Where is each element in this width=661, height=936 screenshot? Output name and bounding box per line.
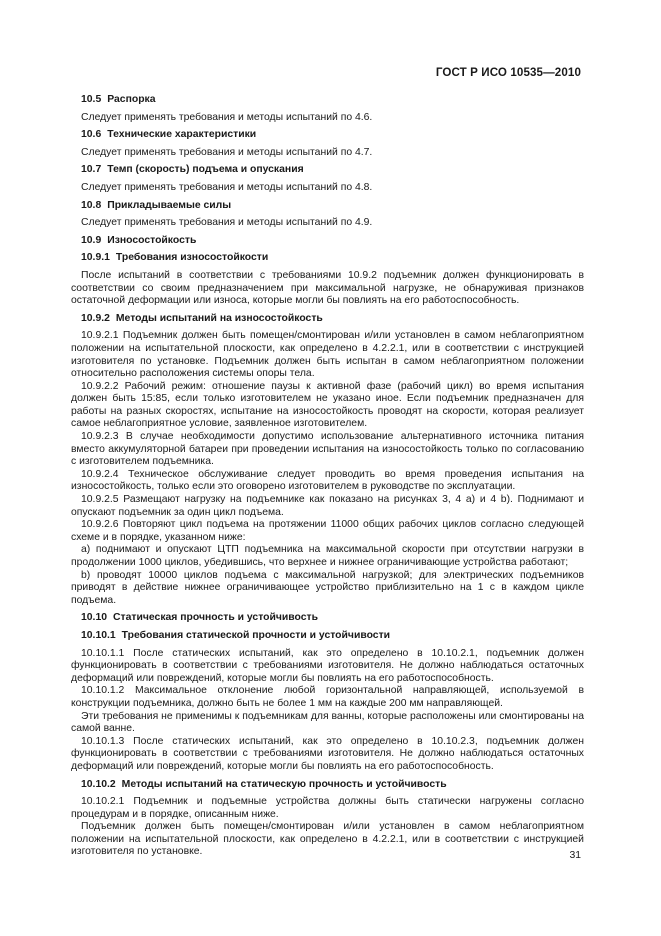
section-heading: 10.6 Технические характеристики (81, 129, 257, 141)
section-heading: 10.10 Статическая прочность и устойчивость (81, 612, 319, 624)
section-heading: 10.5 Распорка (81, 94, 156, 105)
section-heading: 10.8 Прикладываемые силы (81, 199, 232, 211)
section-heading: 10.7 Темп (скорость) подъема и опускания (81, 164, 304, 176)
paragraph: 10.9.2.4 Техническое обслуживание следует проводить во время проведения испытания на износостойкость, только если это оговорено изготовителем в руководстве по эксплуатации. (71, 468, 584, 493)
section-heading: 10.9 Износостойкость (81, 234, 197, 246)
subsection-heading: 10.10.2 Методы испытаний на статическую прочность и устойчивость (81, 778, 447, 790)
paragraph: Следует применять требования и методы испытаний по 4.8. (81, 181, 373, 193)
paragraph: 10.10.2.1 Подъемник и подъемные устройства должны быть статически нагружены согласно процедурам и в порядке, описанным ниже. (71, 796, 584, 820)
paragraph: 10.9.2.1 Подъемник должен быть помещен/смонтирован и/или установлен в самом неблагоприятном положении на испытательной плоскости, как определено в 4.2.2.1, или в соответствии с инструкцией изготовителя по установке. Подъемник должен быть испытан в самом неблагоприятном положении относительно расположения системы опоры тела. (71, 330, 584, 380)
subsection-heading: 10.10.1 Требования статической прочности и устойчивости (81, 629, 391, 641)
page-number: 31 (569, 850, 581, 861)
paragraph: 10.9.2.3 В случае необходимости допустимо использование альтернативного источника питания вместо аккумуляторной батареи при проведении испытания на износостойкость только по согласованию с изготовителем подъемника. (71, 431, 584, 468)
standard-header: ГОСТ Р ИСО 10535—2010 (435, 66, 581, 79)
paragraph: 10.9.2.5 Размещают нагрузку на подъемнике как показано на рисунках 3, 4 а) и 4 b). Поднимают и опускают подъемник за один цикл подъема. (71, 494, 584, 518)
paragraph: После испытаний в соответствии с требованиями 10.9.2 подъемник должен функционировать в соответствии со своим предназначением при максимальной нагрузке, не обнаруживая признаков остаточной деформации или износа, которые могли бы повлиять на его работоспособность. (71, 269, 584, 307)
paragraph: Подъемник должен быть помещен/смонтирован и/или установлен в самом неблагоприятном положении на испытательной плоскости, как определено в 4.2.2.1, или в соответствии с инструкцией изготовителя по установке. (71, 821, 584, 858)
paragraph: 10.9.2.6 Повторяют цикл подъема на протяжении 11000 общих рабочих циклов согласно следующей схеме и в порядке, указанном ниже: (71, 519, 584, 543)
subsection-heading: 10.9.2 Методы испытаний на износостойкость (81, 312, 323, 324)
paragraph: Следует применять требования и методы испытаний по 4.9. (81, 217, 373, 229)
paragraph: Эти требования не применимы к подъемникам для ванны, которые расположены или смонтированы на самой ванне. (71, 710, 584, 735)
paragraph: 10.10.1.2 Максимальное отклонение любой горизонтальной направляющей, используемой в конструкции подъемника, должно быть не более 1 мм на каждые 200 мм направляющей. (71, 685, 584, 709)
paragraph: 10.9.2.2 Рабочий режим: отношение паузы к активной фазе (рабочий цикл) во время испытания должен быть 15:85, если только изготовителем не указано иное. Если подъемник предназначен для работы на разных скоростях, испытание на износостойкость проводят на скорости, которая реализует самое неблагоприятное условие, заявленное изготовителем. (71, 380, 584, 430)
paragraph: Следует применять требования и методы испытаний по 4.7. (81, 146, 373, 158)
list-item: b) проводят 10000 циклов подъема с максимальной нагрузкой; для электрических подъемников приводят в действие нижнее ограничивающее устройство приблизительно на 1 с в каждом цикле подъема. (71, 569, 584, 606)
list-item: a) поднимают и опускают ЦТП подъемника на максимальной скорости при отсутствии нагрузки в продолжении 1000 циклов, убедившись, что верхнее и нижнее ограничивающие устройства работают; (71, 544, 584, 568)
page-content (71, 94, 584, 859)
paragraph: 10.10.1.1 После статических испытаний, как это определено в 10.10.2.1, подъемник должен функционировать в соответствии с требованиями изготовителя. Не должно наблюдаться остаточных деформаций или повреждений, которые могли бы повлиять на его работоспособность. (71, 647, 584, 684)
subsection-heading: 10.9.1 Требования износостойкости (81, 252, 269, 264)
paragraph: Следует применять требования и методы испытаний по 4.6. (81, 111, 373, 123)
paragraph: 10.10.1.3 После статических испытаний, как это определено в 10.10.2.3, подъемник должен функционировать в соответствии с требованиями изготовителя. Не должно наблюдаться остаточных деформаций или повреждений, которые могли бы повлиять на его работоспособность. (71, 735, 584, 772)
